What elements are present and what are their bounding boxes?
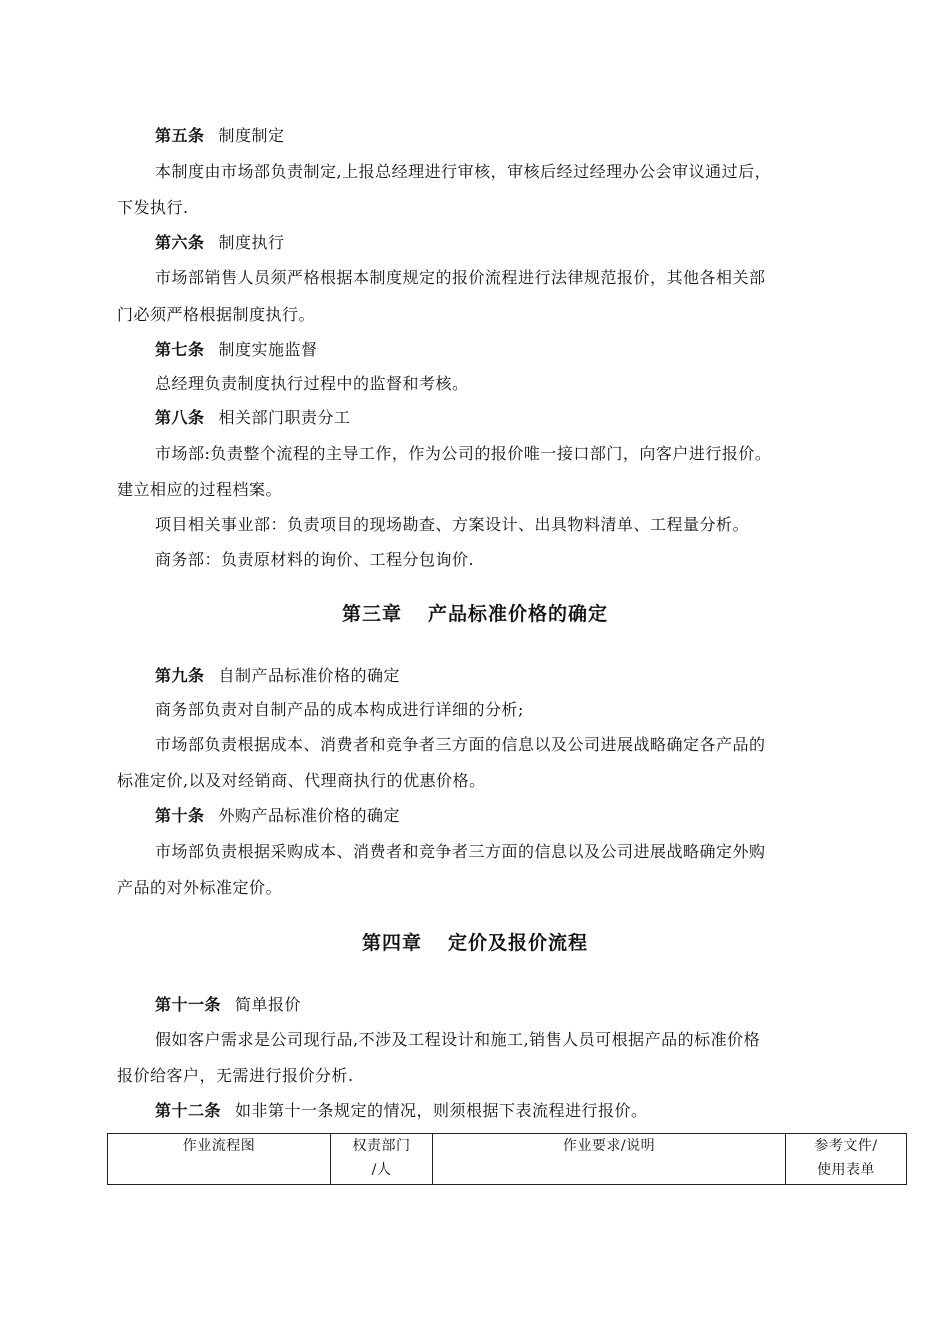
article-11-heading [155,995,301,1015]
article-6-heading [155,233,285,253]
article-8-heading [155,408,351,428]
header-flowchart: 作业流程图 [108,1134,331,1185]
chapter-title: 产品标准价格的确定 [428,603,609,625]
paragraph-line: 下发执行. [117,198,189,217]
header-requirements: 作业要求/说明 [433,1134,786,1185]
header-reference-line1: 参考文件/ [814,1138,878,1154]
article-number: 第八条 [155,408,205,427]
paragraph-line: 总经理负责制度执行过程中的监督和考核。 [155,374,469,393]
article-7-heading [155,340,318,360]
article-title: 如非第十一条规定的情况，则须根据下表流程进行报价。 [235,1101,648,1120]
paragraph-line: 报价给客户，无需进行报价分析. [117,1066,354,1085]
paragraph-line: 商务部：负责原材料的询价、工程分包询价. [155,550,475,569]
article-number: 第七条 [155,340,205,359]
paragraph-line: 市场部:负责整个流程的主导工作，作为公司的报价唯一接口部门，向客户进行报价。 [155,444,772,463]
paragraph-line: 门必须严格根据制度执行。 [117,305,316,324]
article-number: 第六条 [155,233,205,252]
paragraph-line: 标准定价,以及对经销商、代理商执行的优惠价格。 [117,771,486,790]
article-title: 简单报价 [235,995,302,1014]
article-12-heading [155,1101,648,1121]
article-5-heading [155,126,285,146]
article-title: 外购产品标准价格的确定 [218,806,401,825]
article-title: 自制产品标准价格的确定 [218,666,401,685]
paragraph-line: 商务部负责对自制产品的成本构成进行详细的分析; [155,700,524,719]
chapter-number: 第四章 [361,932,422,954]
paragraph-line: 建立相应的过程档案。 [117,480,283,499]
article-title: 制度实施监督 [218,340,318,359]
paragraph-line: 市场部负责根据成本、消费者和竞争者三方面的信息以及公司进展战略确定各产品的 [155,735,766,754]
table-header-row [108,1134,907,1185]
article-title: 相关部门职责分工 [218,408,351,427]
chapter-4-title [0,931,950,955]
article-number: 第十条 [155,806,205,825]
article-10-heading [155,806,400,826]
paragraph-line: 项目相关事业部：负责项目的现场勘查、方案设计、出具物料清单、工程量分析。 [155,515,750,534]
article-number: 第十二条 [155,1101,222,1120]
article-number: 第九条 [155,666,205,685]
header-responsible-dept [331,1134,433,1185]
paragraph-line: 假如客户需求是公司现行品,不涉及工程设计和施工,销售人员可根据产品的标准价格 [155,1030,761,1049]
chapter-title: 定价及报价流程 [448,932,589,954]
paragraph-line: 本制度由市场部负责制定,上报总经理进行审核，审核后经过经理办公会审议通过后， [155,162,772,181]
article-number: 第十一条 [155,995,222,1014]
article-number: 第五条 [155,126,205,145]
article-title: 制度执行 [218,233,285,252]
chapter-3-title [0,602,950,626]
paragraph-line: 产品的对外标准定价。 [117,878,283,897]
header-reference-docs [786,1134,907,1185]
header-reference-line2: 使用表单 [817,1162,875,1178]
article-title: 制度制定 [218,126,285,145]
paragraph-line: 市场部销售人员须严格根据本制度规定的报价流程进行法律规范报价，其他各相关部 [155,268,766,287]
header-responsible-line1: 权责部门 [352,1138,411,1154]
header-responsible-line2: /人 [371,1162,392,1178]
process-table [107,1133,907,1185]
paragraph-line: 市场部负责根据采购成本、消费者和竞争者三方面的信息以及公司进展战略确定外购 [155,842,766,861]
article-9-heading [155,666,400,686]
chapter-number: 第三章 [341,603,402,625]
